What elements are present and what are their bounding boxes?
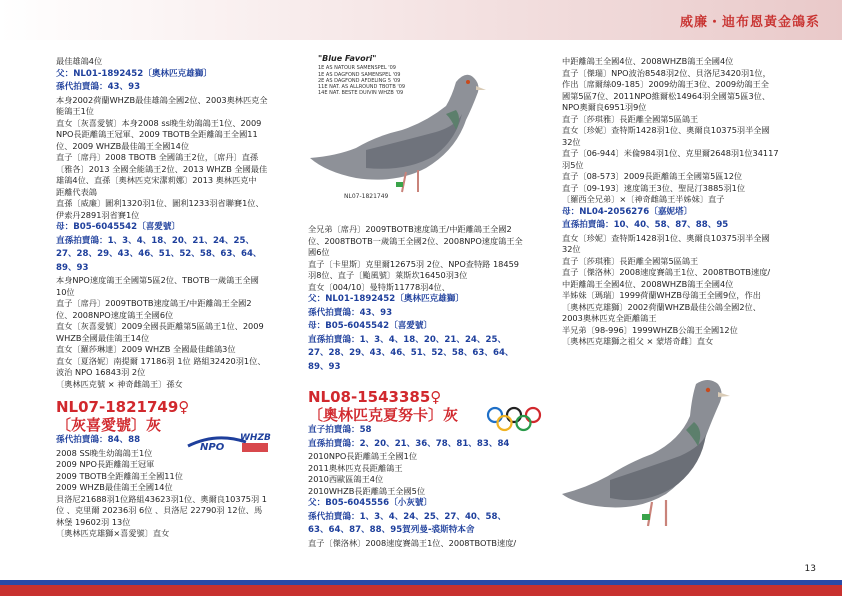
pigeon-photo (556, 376, 746, 536)
text-line: 直子〔莎琪雅〕長距離全國第5區鴿王 (562, 113, 699, 124)
text-line: 作出〔席爾絲09-185〕2009幼鴿王3位、2009幼鴿王全 (562, 79, 769, 89)
text-line: 最佳雄鴿4位 (56, 56, 103, 66)
bird-name: 〔灰喜愛號〕灰 (56, 416, 162, 434)
text-line: 國第5區7位、2011NPO維爾松14964羽全國第5區3位、 (562, 90, 771, 101)
text-line: 直子〔席丹〕2008 TBOTB 全國鴿王2位，〔席丹〕直孫 (56, 152, 259, 162)
text-line: 直女〔珍妮〕查特斯1428羽1位、奧爾良10375羽半全國 (562, 232, 770, 243)
text-line: 2008 SS晚生幼鴿鴿王1位 (56, 447, 153, 458)
text-line: 直女〔夏洛妮〕南提爾 17186羽 1位 路組32420羽1位、 (56, 355, 266, 366)
result-line: 2010西歐區鴿王4位 (308, 474, 384, 484)
text-line: 2009 TBOTB全距離鴿王全國11位 (56, 470, 183, 481)
result-line: 2010NPO長距離鴿王全國1位 (308, 451, 418, 461)
mother-line: 母：B05-6045542〔喜愛號〕 (56, 222, 181, 232)
caption-line: 11E NAT. AS ALLROUND TBOTB '09 (318, 84, 406, 91)
direct-auction-cont: 89、93 (56, 262, 89, 273)
direct-auction: 直孫拍賣鴿：10、40、58、87、88、95 (562, 220, 729, 230)
result-line: 2010WHZB長距離鴿王全國5位 (308, 485, 426, 496)
text-line: 貝洛尼21688羽1位路組43623羽1位、奧爾良10375羽 1 (56, 493, 267, 504)
text-line: 直女〔珍妮〕查特斯1428羽1位、奧爾良10375羽半全國 (562, 125, 770, 135)
header-band (0, 0, 842, 40)
text-line: 伊索丹2891羽省賽1位 (56, 209, 140, 220)
text-line: NPO奧爾良6951羽9位 (562, 102, 647, 112)
mother-line: 母：B05-6045542〔喜愛號〕 (308, 321, 433, 331)
text-line: 半兄弟〔98-996〕1999WHZB公鴿王全國12位 (562, 324, 738, 335)
direct-auction: 直孫拍賣鴿：2、20、21、36、78、81、83、84 (308, 438, 510, 449)
text-line: 位 、克里爾 20236羽 6位 、貝洛尼 22790羽 12位、馬 (56, 505, 263, 515)
text-line: 羽8位、直子〔颱風號〕萊斯坎16450羽3位 (308, 270, 468, 280)
bird-ring-number: NL07-1821749♀ (56, 398, 190, 416)
direct-auction: 直孫拍賣鴿：1、3、4、18、20、21、24、25、 (308, 334, 507, 345)
column-1 (56, 56, 296, 540)
bird-name: 〔奧林匹克夏努卡〕灰 (308, 406, 459, 424)
text-line: 羽5位 (562, 159, 584, 170)
text-line: 32位 (562, 244, 581, 254)
text-line: 直子〔09-193〕速度鴿王3位、聖昆汀3885羽1位 (562, 182, 746, 193)
text-line: 2003奧林匹克全距離鴿王 (562, 313, 657, 323)
bird-ring-number: NL08-1543385♀ (308, 388, 442, 406)
text-line: 直子〔傑瑞〕NPO波治8548羽2位、貝洛尼3420羽1位， (562, 67, 771, 78)
text-line: 〔奧林匹克雄獅之祖父 × 蒙塔奇雌〕直女 (562, 336, 714, 346)
text-line: 直子〔莎琪雅〕長距離全國第5區鴿王 (562, 255, 699, 266)
text-line: 直孫〔威廉〕圖利1320羽1位、圖利1233羽省聯賽1位、 (56, 198, 264, 208)
caption-line: 1E AS NATOUR SAMENSPEL '09 (318, 65, 396, 72)
text-line: 距離代表鴿 (56, 186, 97, 197)
text-line: 直子〔傑洛林〕2008速度賽鴿王1位、2008TBOTB速度/ (308, 537, 517, 548)
father-line: 父：NL01-1892452〔奧林匹克雄獅〕 (56, 68, 212, 79)
text-line: NPO長距離鴿王冠軍、2009 TBOTB全距離鴿王全國11 (56, 129, 258, 139)
text-line: 直女〔004/10〕曼特斯11778羽4位、 (308, 281, 450, 292)
column-3 (562, 56, 802, 348)
text-line: 能鴿王1位 (56, 106, 94, 116)
grandsons-auction: 孫代拍賣鴿：43、93 (56, 82, 141, 92)
direct-auction-cont: 27、28、29、43、46、51、52、58、63、64、 (56, 249, 262, 259)
text-line: 林堡 19602羽 13位 (56, 516, 131, 527)
text-line: 半姊妹〔瑪瑞〕1999荷蘭WHZB母鴿王全國9位，作出 (562, 290, 761, 300)
direct-auction-cont: 27、28、29、43、46、51、52、58、63、64、 (308, 348, 514, 358)
father-line: 父：NL01-1892452〔奧林匹克雄獅〕 (308, 294, 464, 304)
mother-line: 母：NL04-2056276〔嘉妮塔〕 (562, 206, 693, 217)
direct-auction: 直孫拍賣鴿：1、3、4、18、20、21、24、25、 (56, 235, 255, 246)
grandsons-auction: 孫代拍賣鴿：43、93 (308, 307, 393, 318)
text-line: WHZB全國最佳鴿王14位 (56, 332, 150, 343)
text-line: 本身2002荷蘭WHZB最佳雄鴿全國2位、2003奧林匹克全 (56, 94, 268, 105)
father-line: 父：B05-6045556〔小灰號〕 (308, 498, 433, 508)
text-line: 直子〔席丹〕2009TBOTB速度鴿王/中距離鴿王全國2 (56, 298, 252, 308)
text-line: 直女〔灰喜愛號〕2009全國長距離第5區鴿王1位、2009 (56, 321, 264, 331)
text-line: 直子〔卡里斯〕克里爾12675羽 2位、NPO查特路 18459 (308, 258, 520, 269)
whzb-text: WHZB (240, 433, 271, 443)
olympic-rings-icon (486, 406, 542, 432)
text-line: 波治 NPO 16843羽 2位 (56, 367, 146, 377)
text-line: 全兄弟〔席丹〕2009TBOTB速度鴿王/中距離鴿王全國2 (308, 224, 512, 234)
text-line: 〔奧林匹克號 × 神奇雌鴿王〕孫女 (56, 378, 183, 389)
direct-child-auction: 直子拍賣鴿：58 (308, 425, 372, 435)
blue-favori-caption (318, 56, 416, 186)
text-line: 直女〔羅莎琳達〕2009 WHZB 全國最佳雌鴿3位 (56, 344, 236, 354)
photo-ring-label: NL07-1821749 (344, 193, 389, 200)
text-line: 位、2009 WHZB最佳鴿王全國14位 (56, 140, 190, 151)
text-line: 雄鴿4位、直孫〔奧林匹克宋潔莉娜〕2013 奧林匹克中 (56, 175, 257, 185)
npo-whzb-logo (186, 428, 274, 456)
caption-line: 14E NAT. BESTE DUIVIN WHZB '09 (318, 90, 404, 97)
page-number: 13 (804, 564, 816, 574)
text-line: 〔奧林匹克雄獅×喜愛號〕直女 (56, 528, 170, 538)
text-line: 本身NPO速度鴿王全國第5區2位、TBOTB一歲鴿王全國 (56, 275, 259, 285)
brand-title: 威廉・迪布恩黃金鴿系 (679, 15, 820, 30)
grandsons-auction: 孫代拍賣鴿：84、88 (56, 435, 141, 445)
text-line: 國6位 (308, 247, 330, 257)
result-line: 2011奧林匹克長距離鴿王 (308, 462, 403, 473)
text-line: 中距離鴿王全國4位、2008WHZB鴿王全國4位 (562, 278, 734, 289)
text-line: 直子〔06-944〕米倫984羽1位、克里爾2648羽1位34117 (562, 148, 779, 158)
grandsons-auction: 孫代拍賣鴿：1、3、4、24、25、27、40、58、 (308, 511, 507, 522)
text-line: 中距離鴿王全國4位、2008WHZB鴿王全國4位 (562, 56, 734, 66)
text-line: 10位 (56, 286, 75, 297)
text-line: 〔羅西全兄弟〕×〔神奇雌鴿王半姊妹〕直子 (562, 194, 725, 204)
grandsons-auction-cont: 63、64、87、88、95賀列曼-裘斯特本舍 (308, 525, 475, 535)
blue-favori-title: "Blue Favori" (318, 54, 377, 63)
text-line: 〔雅各〕2013 全國全能鴿王2位、2013 WHZB 全國最佳 (56, 163, 268, 174)
text-line: 位、2008NPO速度鴿王全國6位 (56, 309, 174, 320)
text-line: 直子〔傑洛林〕2008速度賽鴿王1位、2008TBOTB速度/ (562, 267, 771, 277)
npo-text: NPO (200, 442, 225, 453)
text-line: 32位 (562, 136, 581, 147)
text-line: 直子〔08-573〕2009長距離鴿王全國第5區12位 (562, 171, 743, 181)
direct-auction-cont: 89、93 (308, 361, 341, 372)
footer-band (0, 580, 842, 596)
text-line: 2009 WHZB最佳鴿王全國14位 (56, 482, 173, 492)
text-line: 〔奧林匹克雄獅〕2002荷蘭WHZB最佳公鴿全國2位、 (562, 301, 761, 312)
text-line: 位、2008TBOTB一歲鴿王全國2位、2008NPO速度鴿王全 (308, 235, 523, 246)
column-2 (308, 224, 543, 549)
caption-line: 2E AS DAGFOND AFDELING 5 '09 (318, 77, 401, 84)
text-line: 2009 NPO長距離鴿王冠軍 (56, 459, 155, 469)
caption-line: 1E AS DAGFOND SAMENSPEL '09 (318, 71, 401, 78)
text-line: 直女〔灰喜愛號〕本身2008 ss晚生幼鴿鴿王1位、2009 (56, 117, 262, 128)
